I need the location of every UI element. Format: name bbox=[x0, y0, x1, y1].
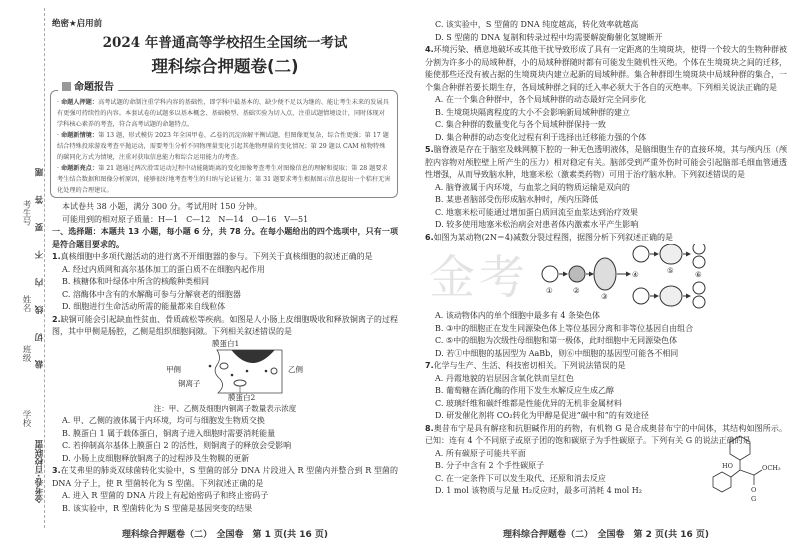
question-1 bbox=[52, 251, 398, 264]
question-number: 1. bbox=[52, 252, 61, 261]
report-heading-text: 命题报告 bbox=[74, 82, 114, 93]
label-compound-g: G bbox=[751, 494, 757, 503]
option-d: D. 细胞进行生命活动所需的能量都来自线粒体 bbox=[62, 302, 226, 311]
question-number: 4. bbox=[425, 45, 434, 54]
cut-line-notice: 裁 切 线 内 不 要 答 题 bbox=[35, 160, 45, 369]
right-column bbox=[425, 19, 787, 503]
option-a: A. 甲、乙侧的液体属于内环境，均可与细胞发生物质交换 bbox=[62, 416, 265, 425]
label-side-a: 甲侧 bbox=[166, 364, 181, 374]
class-field-label: 班级 bbox=[21, 345, 31, 362]
question-number: 7. bbox=[425, 361, 434, 370]
stage-label: ④ bbox=[632, 270, 639, 279]
option-b: B. 该实验中，R 型菌转化为 S 型菌是基因突变的结果 bbox=[62, 503, 253, 513]
option-a: A. 经过内质网和高尔基体加工的蛋白质不在细胞内起作用 bbox=[62, 264, 265, 274]
option-a: A. 在一个集合种群中，各个局域种群的动态最好完全同步化 bbox=[435, 95, 646, 104]
option-d: D. 1 mol 该物质与足量 H₂反应时，最多可消耗 4 mol H₂ bbox=[435, 486, 642, 495]
question-stem: 如图为某动物(2N＝4)减数分裂过程图，据图分析下列叙述正确的是 bbox=[433, 232, 674, 242]
report-item: · 命题新亮点：第 21 题通过两次滑雪运动过程中动能随距离的变化图像考查考生对图像信息的理解和提取；第 28 题要求考生结合数据和图像分析原因，能够很好地考查考生的归纳与论证能力；第 31 题要求考生根据图示信息提出一个秸秆无害化处理的合理建议。 bbox=[57, 165, 391, 194]
report-item-text: 第 13 题，形式模仿 2023 年全国甲卷、乙卷的沉淀溶解平衡试题，但图像更复杂，综合性更强；第 17 题结合特殊投球游戏考查平抛运动，需要考生分析不同物理量变化引起其他物理量的变化情况；第 29 题以 CAM 植物特殊的碳同化方式为情境，注重对获取信息能力和综合运用能力的考查。 bbox=[57, 132, 389, 161]
question-stem: 化学与生产、生活、科技密切相关。下列说法错误的是 bbox=[433, 361, 626, 370]
question-number: 3. bbox=[52, 466, 61, 475]
question-4 bbox=[425, 44, 787, 94]
option-d: D. 研发催化剂将 CO₂转化为甲醇是促进“碳中和”的有效途径 bbox=[435, 411, 649, 420]
report-item-text: 高考试题的命制注重学科内容的基础性，即学科中最基本的、缺少便不足以为继的、能让考生未来的发展具有更强可持续性的内容。本套试卷的试题多以基本概念、基础模型、基础实验为切入点，注重试题情境设计，同时体现对学科核心素养的考查，符合高考试题的命题特点。 bbox=[57, 99, 389, 128]
report-item-label: 命题人押题： bbox=[60, 99, 99, 106]
stage-label: ① bbox=[546, 286, 553, 295]
stage-label: ⑤ bbox=[667, 266, 674, 275]
meiosis-diagram bbox=[425, 244, 787, 310]
option-c: C. 地塞米松可能通过增加蛋白质回流至血浆达到治疗效果 bbox=[435, 207, 638, 217]
label-methoxy: OCH₃ bbox=[762, 463, 781, 472]
brand-label: 金考卷·百校联盟 bbox=[35, 440, 45, 503]
watermark: 金考 bbox=[429, 250, 529, 304]
label-membrane-protein-2: 膜蛋白2 bbox=[228, 392, 256, 402]
question-number: 5. bbox=[425, 145, 434, 154]
exam-number-field-label: 考生号 bbox=[21, 200, 31, 226]
page-footer-left: 理科综合押题卷（二） 全国卷 第 1 页(共 16 页) bbox=[121, 530, 329, 540]
compound-g-structure bbox=[710, 434, 785, 504]
label-membrane-protein-1: 膜蛋白1 bbox=[212, 338, 240, 348]
option-a: A. 所有碳原子可能共平面 bbox=[435, 448, 526, 458]
report-item: · 命题人押题：高考试题的命制注重学科内容的基础性，即学科中最基本的、缺少便不足以为继的、能让考生未来的发展具有更强可持续性的内容。本套试卷的试题多以基本概念、基础模型、基础实验为切入点，注重试题情境设计，同时体现对学科核心素养的考查，符合高考试题的命题特点。 bbox=[57, 99, 389, 128]
option-c: C. ⑤中的细胞为次级性母细胞和第一极体，此时细胞中无同源染色体 bbox=[435, 336, 678, 345]
option-b: B. 某患者脑部受伤形成脑水肿时，颅内压降低 bbox=[435, 195, 598, 204]
option-d: D. 若①中细胞的基因型为 AaBb，则⑥中细胞的基因型可能各不相同 bbox=[435, 348, 679, 358]
question-number: 8. bbox=[425, 423, 434, 433]
report-item: · 命题新情境：第 13 题，形式模仿 2023 年全国甲卷、乙卷的沉淀溶解平衡试题，但图像更复杂，综合性更强；第 17 题结合特殊投球游戏考查平抛运动，需要考生分析不同物理量变化引起其他物理量的变化情况；第 29 题以 CAM 植物特殊的碳同化方式为情境，注重对获取信息能力和综合运用能力的考查。 bbox=[57, 132, 389, 161]
option-b: B. 分子中含有 2 个手性碳原子 bbox=[435, 461, 545, 470]
stage-label: ⑥ bbox=[695, 270, 702, 279]
option-d: D. 小肠上皮细胞释放铜离子的过程涉及生物膜的更新 bbox=[62, 453, 250, 463]
cell-diagram bbox=[52, 339, 398, 403]
option-c: C. 玻璃纤维和碳纤维都是性能优异的无机非金属材料 bbox=[435, 398, 622, 408]
option-a: A. 脑脊液属于内环境，与血浆之间的物质运输是双向的 bbox=[435, 182, 630, 192]
question-6 bbox=[425, 232, 787, 245]
option-a: A. 丹霞地貌的岩层因含氧化铁而呈红色 bbox=[435, 373, 574, 383]
report-heading bbox=[58, 82, 118, 94]
label-copper-ion: 铜离子 bbox=[178, 378, 201, 388]
stage-label: ③ bbox=[601, 292, 608, 301]
option-c: C. 集合种群的数量变化与各个局域种群保持一致 bbox=[435, 120, 606, 129]
question-stem: 脑脊液是存在于脑室及蛛网膜下腔的一种无色透明液体，是脑细胞生存的直接环境，其与颅内压（颅腔内容物对颅腔壁上所产生的压力）相对稳定有关。脑部受到严重外伤时可能会引起脑部毛细血管通透性增强，从而导致脑水肿，地塞米松（激素类药物）可用于治疗脑水肿。下列叙述错误的是 bbox=[425, 145, 787, 179]
exam-title: 2024 年普通高等学校招生全国统一考试 bbox=[102, 35, 348, 51]
page-footer-right: 理科综合押题卷（二） 全国卷 第 2 页(共 16 页) bbox=[502, 530, 710, 540]
figure-note: 注：甲、乙侧及细胞内铜离子数量表示浓度 bbox=[153, 403, 297, 413]
confidential-label: 绝密★启用前 bbox=[52, 19, 103, 29]
stage-label: ② bbox=[573, 286, 580, 295]
left-column bbox=[52, 201, 398, 515]
option-b: B. 核糖体和叶绿体中所含的核酸种类相同 bbox=[62, 277, 209, 286]
option-a: A. 进入 R 型菌的 DNA 片段上有起始密码子和终止密码子 bbox=[62, 491, 269, 500]
question-5 bbox=[425, 144, 787, 182]
option-d: D. 较多使用地塞米松治病会对患者体内激素水平产生影响 bbox=[435, 220, 639, 229]
question-stem: 在艾弗里的肺炎双球菌转化实验中，S 型菌的部分 DNA 片段进入 R 型菌内并整合到 R 型菌的 DNA 分子上，使 R 型菌转化为 S 型菌。下列叙述正确的是 bbox=[52, 466, 398, 488]
question-stem: 奥昔布宁是具有解痉和抗胆碱作用的药物，有机物 G 是合成奥昔布宁的中间体，其结构如图所示。已知：连有 4 个不同原子或原子团的饱和碳原子为手性碳原子。下列有关 G 的说法正确的是 bbox=[425, 423, 787, 445]
option-b: B. 膜蛋白 1 属于载体蛋白，铜离子进入细胞时需要消耗能量 bbox=[62, 428, 276, 438]
report-box bbox=[50, 90, 398, 198]
option-c: C. 在一定条件下可以发生取代、还原和消去反应 bbox=[435, 473, 606, 483]
question-7 bbox=[425, 360, 787, 373]
question-number: 6. bbox=[425, 232, 434, 242]
option-c: C. 溶酶体中含有的水解酶可参与分解衰老的细胞器 bbox=[62, 289, 241, 299]
option-d: D. 集合种群的动态变化过程有利于选择出迁移能力强的个体 bbox=[435, 132, 647, 142]
report-item-text: 第 21 题通过两次滑雪运动过程中动能随距离的变化图像考查考生对图像信息的理解和提取；第 28 题要求考生结合数据和图像分析原因，能够很好地考查考生的归纳与论证能力；第 31 题要求考生根据图示信息提出一个秸秆无害化处理的合理建议。 bbox=[57, 165, 391, 194]
question-stem: 环境污染、栖息地破坏或其他干扰导致形成了具有一定距离的生境斑块，使得一个较大的生物种群被分割为许多小的局域种群，小的局域种群随时都有可能发生随机性灭绝。个体在生境斑块之间的迁移，能使那些还没有被占据的生境斑块内建立起新的局域种群。集合种群即生境斑块中局域种群的集合，一个集合种群若要长期生存，各局域种群之间的迁入率必须大于各自的灭绝率。下列相关说法正确的是 bbox=[425, 45, 787, 92]
q8-options bbox=[425, 448, 787, 503]
label-side-b: 乙侧 bbox=[288, 364, 303, 374]
report-item-label: 命题新情境： bbox=[60, 132, 99, 139]
question-stem: 缺铜可能会引起缺血性贫血、骨质疏松等疾病。如图是人小肠上皮细胞吸收和释放铜离子的过程图，其中甲侧是肠腔，乙侧是组织细胞间隙。下列相关叙述错误的是 bbox=[52, 314, 398, 336]
label-hydroxyl: HO bbox=[722, 461, 733, 470]
atomic-masses: 可能用到的相对原子质量：H—1 C—12 N—14 O—16 V—51 bbox=[62, 214, 309, 224]
option-c: C. 若抑制高尔基体上膜蛋白 2 的活性，则铜离子的释放会受影响 bbox=[62, 441, 292, 450]
option-b: B. 葡萄糖在酒化酶的作用下发生水解反应生成乙醇 bbox=[435, 386, 614, 395]
report-item-label: 命题新亮点： bbox=[60, 165, 99, 172]
report-icon bbox=[62, 82, 71, 91]
question-stem: 真核细胞中多项代谢活动的进行离不开细胞器的参与。下列关于真核细胞的叙述正确的是 bbox=[60, 252, 373, 261]
school-field-label: 学校 bbox=[21, 410, 31, 427]
question-3 bbox=[52, 465, 398, 490]
label-oxygen: O bbox=[751, 485, 757, 494]
section-heading: 一、选择题：本题共 13 小题，每小题 6 分，共 78 分。在每小题给出的四个选项中，只有一项是符合题目要求的。 bbox=[52, 227, 398, 249]
name-field-label: 姓名 bbox=[21, 295, 31, 312]
paper-subtitle: 理科综合押题卷(二) bbox=[151, 57, 299, 76]
option-a: A. 该动物体内的单个细胞中最多有 4 条染色体 bbox=[435, 311, 601, 320]
option-c: C. 该实验中，S 型菌的 DNA 纯度越高，转化效率就越高 bbox=[435, 20, 639, 29]
option-b: B. ③中的细胞正在发生同源染色体上等位基因分离和非等位基因自由组合 bbox=[435, 323, 694, 333]
option-d: D. S 型菌的 DNA 复制和转录过程中均需要解旋酶催化氢键断开 bbox=[435, 32, 663, 42]
option-b: B. 生境斑块隔离程度的大小不会影响新局域种群的建立 bbox=[435, 107, 630, 117]
exam-info: 本试卷共 38 小题，满分 300 分。考试用时 150 分钟。 bbox=[62, 202, 262, 211]
question-number: 2. bbox=[52, 314, 61, 324]
question-2 bbox=[52, 314, 398, 339]
